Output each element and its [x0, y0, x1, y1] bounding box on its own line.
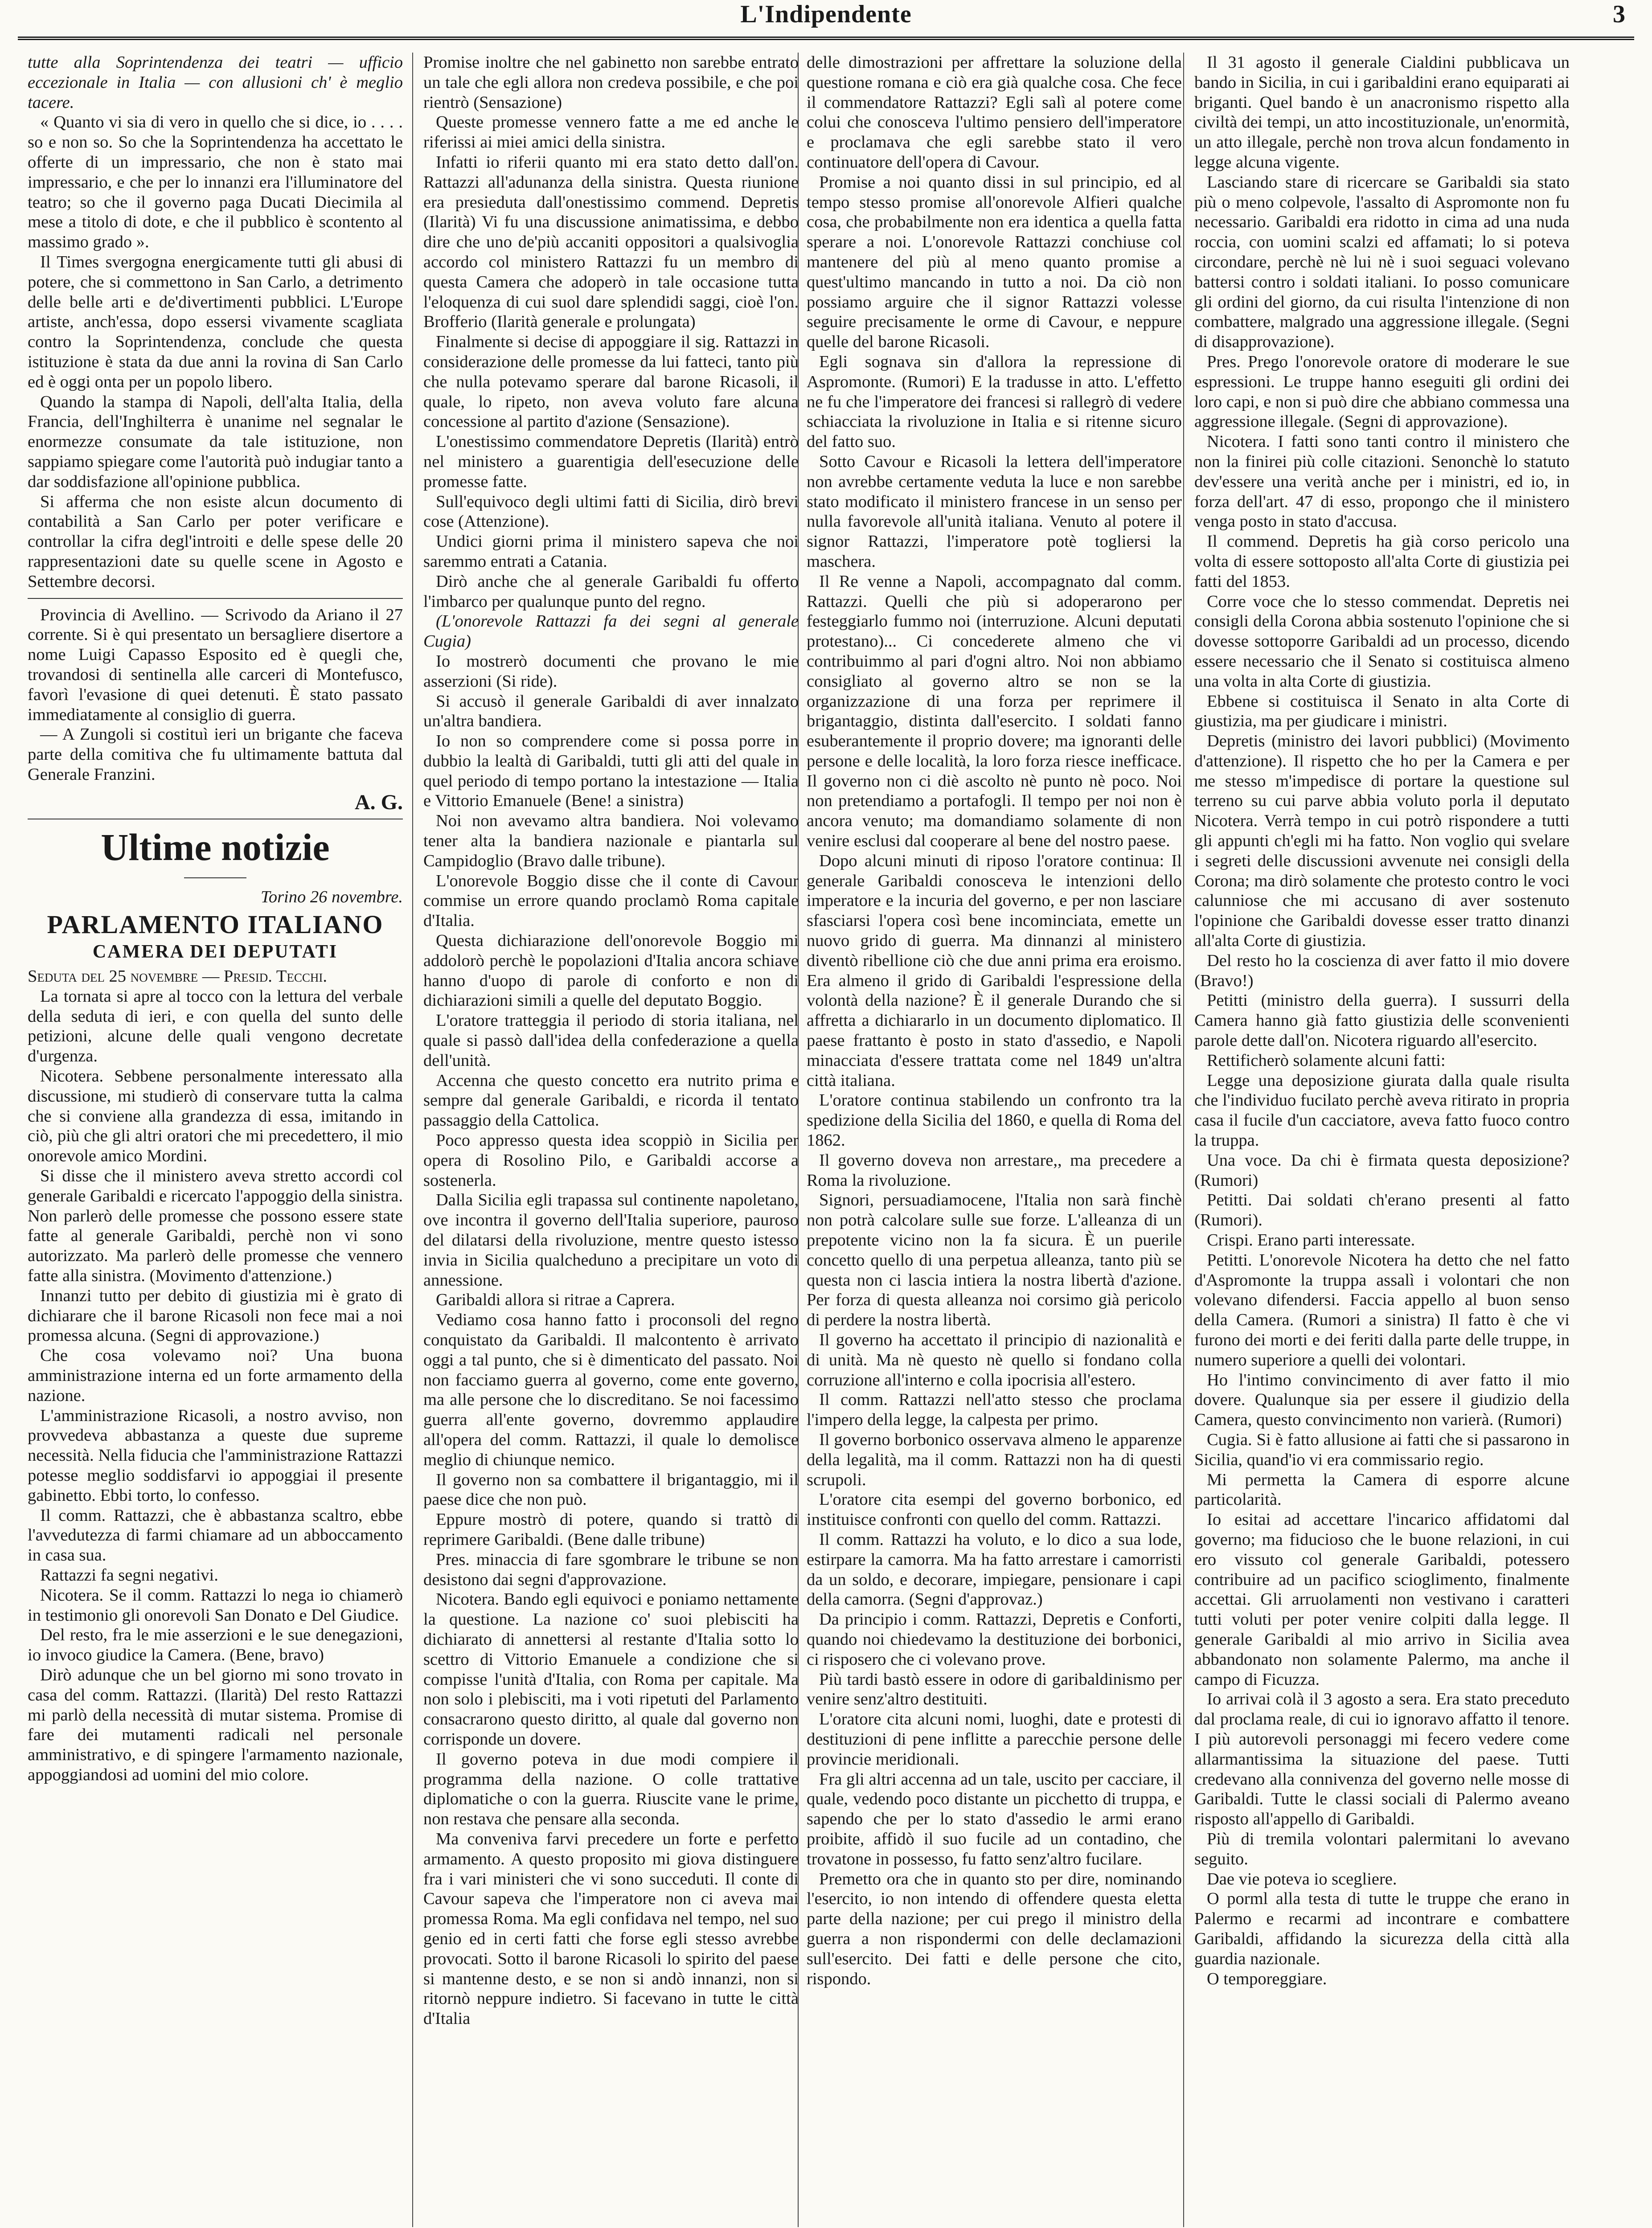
paragraph: Io esitai ad accettare l'incarico affidatomi dal governo; ma fiducioso che le buone relazioni, in cui ero vissuto col generale Garibaldi, potessero contribuire ad un pacifico scioglimento, finalmente accettai. Gli arruolamenti non vestivano i caratteri tutti voluti per poter venire colpiti dalla legge. Il generale Garibaldi al mio arrivo in Sicilia avea abbandonato non solamente Palermo, ma anche il campo di Ficuzza. [1194, 1510, 1570, 1689]
paragraph: Undici giorni prima il ministero sapeva che noi saremmo entrati a Catania. [423, 532, 799, 571]
paragraph: Legge una deposizione giurata dalla quale risulta che l'individuo fucilato perchè aveva ritirato in propria casa il fucile d'un cacciatore, aveva fatto fuoco contro la truppa. [1194, 1071, 1570, 1150]
paragraph: Nicotera. I fatti sono tanti contro il ministero che non la finirei più colle citazioni. Senonchè lo statuto dev'essere una verità anche per i ministri, ed io, in forza dell'art. 47 di esso, propongo che il ministero venga posto in stato d'accusa. [1194, 432, 1570, 531]
divider [28, 598, 403, 599]
paragraph: — A Zungoli si costituì ieri un brigante che faceva parte della comitiva che fu ultimamente battuta dal Generale Franzini. [28, 725, 403, 784]
paragraph: Si afferma che non esiste alcun documento di contabilità a San Carlo per poter verificare e controllar la cifra degl'introiti e delle spese delle 20 rappresentazioni date su quelle scene in Agosto e Settembre decorsi. [28, 492, 403, 591]
paragraph: Il governo ha accettato il principio di nazionalità e di unità. Ma nè questo nè quello si fondano colla corruzione all'interno e colla ipocrisia all'estero. [807, 1331, 1182, 1389]
paragraph: Vediamo cosa hanno fatto i proconsoli del regno conquistato da Garibaldi. Il malcontento è arrivato oggi a tal punto, che si è dimenticato del passato. Noi non facciamo guerra al governo, come ente governo, ma alle persone che lo discreditano. Se noi facessimo guerra all'ente governo, dovremmo applaudire all'opera del comm. Rattazzi, il quale lo demolisce meglio di chiunque nemico. [423, 1311, 799, 1469]
page-number: 3 [1613, 0, 1625, 28]
dateline: Torino 26 novembre. [260, 888, 403, 907]
paragraph: Questa dichiarazione dell'onorevole Boggio mi addolorò perchè le popolazioni d'Italia ancora schiave hanno d'uopo di parole di conforto e non di dichiarazioni simili a quelle del deputato Boggio. [423, 931, 799, 1010]
paragraph: Il comm. Rattazzi ha voluto, e lo dico a sua lode, estirpare la camorra. Ma ha fatto arrestare i camorristi da un soldo, e decorare, impiegare, pensionare i capi della camorra. (Segni d'approvaz.) [807, 1530, 1182, 1609]
paragraph: Fra gli altri accenna ad un tale, uscito per cacciare, il quale, vedendo poco distante un picchetto di truppa, e sapendo che per lo stato d'assedio le armi erano proibite, affidò il suo fucile ad un contadino, che trovatone in possesso, fu fatto senz'altro fucilare. [807, 1769, 1182, 1868]
divider [184, 877, 246, 878]
paragraph: Accenna che questo concetto era nutrito prima e sempre dal generale Garibaldi, e ricorda il tentato passaggio della Cattolica. [423, 1071, 799, 1130]
paragraph: Crispi. Erano parti interessate. [1207, 1231, 1415, 1250]
paragraph: Che cosa volevamo noi? Una buona amministrazione interna ed un forte armamento della nazione. [28, 1346, 403, 1405]
paragraph: Noi non avevamo altra bandiera. Noi volevamo tener alta la bandiera nazionale e piantarla sul Campidoglio (Bravo dalle tribune). [423, 811, 799, 870]
paragraph: L'onorevole Boggio disse che il conte di Cavour commise un errore quando proclamò Roma capitale d'Italia. [423, 871, 799, 930]
paragraph: L'oratore continua stabilendo un confronto tra la spedizione della Sicilia del 1860, e quella di Roma del 1862. [807, 1091, 1182, 1150]
paragraph: Ebbene si costituisca il Senato in alta Corte di giustizia, ma per giudicare i ministri. [1194, 692, 1570, 731]
paragraph: Nicotera. Sebbene personalmente interessato alla discussione, mi studierò di conservare tutta la calma che si conviene alla grandezza di essa, imitando in ciò, più che gli altri oratori che mi precedettero, il mio onorevole amico Mordini. [28, 1067, 403, 1166]
paragraph: Cugia. Si è fatto allusione ai fatti che si passarono in Sicilia, quand'io vi era commissario regio. [1194, 1430, 1570, 1469]
paragraph: Dopo alcuni minuti di riposo l'oratore continua: Il generale Garibaldi conosceva le intenzioni dello imperatore e la incuria del governo, e per non lasciare sfasciarsi l'opera così bene incominciata, emette un nuovo grido di guerra. Ma dinnanzi al ministero diventò ribellione ciò che due anni prima era eroismo. Era almeno il grido di Garibaldi l'espressione della volontà della nazione? È il generale Durando che si affretta a dichiararlo in un documento diplomatico. Il paese frattanto è posto in stato d'assedio, e Napoli minacciata d'essere trattata come nel 1849 un'altra città italiana. [807, 851, 1182, 1090]
paragraph: Queste promesse vennero fatte a me ed anche le riferissi ai miei amici della sinistra. [423, 113, 799, 152]
paragraph: Promise inoltre che nel gabinetto non sarebbe entrato un tale che egli allora non credeva possibile, e che poi rientrò (Sensazione) [423, 53, 799, 112]
paragraph: Il governo borbonico osservava almeno le apparenze della legalità, ma il comm. Rattazzi non ha di questi scrupoli. [807, 1430, 1182, 1489]
paragraph: Il governo poteva in due modi compiere il programma della nazione. O colle trattative diplomatiche o con la guerra. Riuscite vane le prime, non restava che pensare alla seconda. [423, 1749, 799, 1829]
paragraph: Dalla Sicilia egli trapassa sul continente napoletano, ove incontra il governo dell'Italia superiore, pauroso del dilatarsi della rivoluzione, mentre questo istesso invia in Sicilia qualcheduno a precipitare un voto di annessione. [423, 1191, 799, 1290]
paragraph: (L'onorevole Rattazzi fa dei segni al generale Cugia) [423, 612, 799, 651]
paragraph: Il comm. Rattazzi, che è abbastanza scaltro, ebbe l'avvedutezza di farmi chiamare ad un abboccamento in casa sua. [28, 1506, 403, 1565]
paragraph: Depretis (ministro dei lavori pubblici) (Movimento d'attenzione). Il rispetto che ho per la Camera e per me stesso m'impedisce di portare la questione sul terreno su cui parve abbia voluto porla il deputato Nicotera. Verrà tempo in cui potrò rispondere a tutti gli appunti ch'egli mi ha fatto. Non voglio qui svelare i segreti delle discussioni avvenute nei consigli della Corona; ma dirò solamente che protesto contro le voci calunniose che mi accusano di aver sostenuto l'opinione che Garibaldi dovesse esser tratto dinanzi all'alta Corte di giustizia. [1194, 732, 1570, 950]
paragraph: L'amministrazione Ricasoli, a nostro avviso, non provvedeva abbastanza a queste due supreme necessità. Nella fiducia che l'amministrazione Rattazzi potesse meglio soddisfarvi io appoggiai il presente gabinetto. Ebbi torto, lo confesso. [28, 1406, 403, 1505]
paragraph: Corre voce che lo stesso commendat. Depretis nei consigli della Corona abbia sostenuto l'opinione che si dovesse sottoporre Garibaldi ad un processo, dicendo essere necessario che il Senato si costituisca almeno una volta in alta Corte di giustizia. [1194, 592, 1570, 691]
paragraph: Una voce. Da chi è firmata questa deposizione? (Rumori) [1194, 1151, 1570, 1190]
paragraph: O temporeggiare. [1207, 1969, 1327, 1988]
paragraph: Sull'equivoco degli ultimi fatti di Sicilia, dirò brevi cose (Attenzione). [423, 492, 799, 531]
paragraph: Lasciando stare di ricercare se Garibaldi sia stato più o meno colpevole, l'assalto di Aspromonte non fu necessario. Garibaldi era ridotto in cima ad una nuda roccia, con uomini scalzi ed affamati; lo si poteva circondare, perchè nè lui nè i suoi seguaci volevano battersi contro i soldati italiani. Io posso comunicare gli ordini del giorno, da cui risulta l'intenzione di non combattere, malgrado una aggressione illegale. (Segni di disapprovazione). [1194, 172, 1570, 352]
section-heading-ultime-notizie: Ultime notizie [101, 826, 330, 869]
paragraph: Sotto Cavour e Ricasoli la lettera dell'imperatore non avrebbe certamente veduta la luce e non sarebbe stato modificato il ministero francese in un senso per nulla favorevole all'unità italiana. Venuto al potere il signor Rattazzi, l'imperatore potè togliersi la maschera. [807, 452, 1182, 571]
paragraph: tutte alla Soprintendenza dei teatri — ufficio eccezionale in Italia — con allusioni ch' è meglio tacere. [28, 53, 403, 112]
masthead [18, 0, 1634, 26]
column-2 [423, 53, 799, 2029]
paragraph: Il governo doveva non arrestare,, ma precedere a Roma la rivoluzione. [807, 1151, 1182, 1190]
paragraph: Pres. minaccia di fare sgombrare le tribune se non desistono dai segni d'approvazione. [423, 1550, 799, 1589]
paragraph: Petitti. L'onorevole Nicotera ha detto che nel fatto d'Aspromonte la truppa assalì i volontari che non volevano difendersi. Faccia appello al buon senso della Camera. (Rumori a sinistra) Il fatto è che vi furono dei morti e dei feriti dalla parte delle truppe, in numero superiore a quelli dei volontari. [1194, 1250, 1570, 1369]
paragraph: Da principio i comm. Rattazzi, Depretis e Conforti, quando noi chiedevamo la destituzione dei borbonici, ci risposero che ci volevano prove. [807, 1610, 1182, 1669]
paragraph: Il Re venne a Napoli, accompagnato dal comm. Rattazzi. Quelli che più si adoperarono per festeggiarlo fummo noi (interruzione. Alcuni deputati protestano)... Ci concederete almeno che vi contribuimmo al pari d'ogni altro. Noi non abbiamo consigliato al governo altro se non se la organizzazione di una forza per reprimere il brigantaggio, distinta dall'esercito. I soldati fanno esuberantemente il proprio dovere; ma ignoranti delle persone e delle località, la loro forza riesce inefficace. Il governo non ci diè ascolto nè punto nè poco. Noi non pretendiamo a portafogli. Il tempo per noi non è ancora venuto; ma domandiamo solamente di non venire esclusi dal cooperare al bene del nostro paese. [807, 572, 1182, 851]
paragraph: delle dimostrazioni per affrettare la soluzione della questione romana e ciò era già qualche cosa. Che fece il commendatore Rattazzi? Egli salì al potere come colui che conosceva l'ultimo pensiero dell'imperatore e proclamava che egli sarebbe stato il vero continuatore dell'opera di Cavour. [807, 53, 1182, 172]
paragraph: Innanzi tutto per debito di giustizia mi è grato di dichiarare che il barone Ricasoli non fece mai a noi promessa alcuna. (Segni di approvazione.) [28, 1286, 403, 1345]
paragraph: Promise a noi quanto dissi in sul principio, ed al tempo stesso promise all'onorevole Alfieri qualche cosa, che probabilmente non era identica a quella fatta sperare a noi. L'onorevole Rattazzi conchiuse col mantenere del più al meno quanto promise a quest'ultimo mancando in tutto a noi. Da ciò non possiamo arguire che il signor Rattazzi volesse seguire precisamente le orme di Cavour, e neppure quelle del barone Ricasoli. [807, 172, 1182, 352]
paragraph: Infatti io riferii quanto mi era stato detto dall'on. Rattazzi all'adunanza della sinistra. Questa riunione era presieduta dall'onestissimo commend. Depretis (Ilarità) Vi fu una discussione animatissima, e debbo dire che uno de'più accaniti oppositori a qualsivoglia accordo col ministero Rattazzi fu un membro di questa Camera che adoperò in tale occasione tutta l'eloquenza di cui suol dare splendidi saggi, cioè l'on. Brofferio (Ilarità generale e prolungata) [423, 152, 799, 332]
paragraph: Poco appresso questa idea scoppiò in Sicilia per opera di Rosolino Pilo, e Garibaldi accorse a sostenerla. [423, 1131, 799, 1190]
seduta-line: Seduta del 25 novembre — Presid. Tecchi. [28, 967, 327, 986]
paragraph: Ho l'intimo convincimento di aver fatto il mio dovere. Qualunque sia per essere il giudizio della Camera, questo convincimento non varierà. (Rumori) [1194, 1370, 1570, 1429]
paragraph: Dirò adunque che un bel giorno mi sono trovato in casa del comm. Rattazzi. (Ilarità) Del resto Rattazzi mi parlò della necessità di mutar sistema. Promise di fare dei mutamenti radicali nel personale amministrativo, e di spingere l'armamento nazionale, appoggiandosi ad uomini del mio colore. [28, 1665, 403, 1784]
heading-camera: CAMERA DEI DEPUTATI [92, 942, 338, 962]
paragraph: Garibaldi allora si ritrae a Caprera. [436, 1290, 675, 1310]
paragraph: Quando la stampa di Napoli, dell'alta Italia, della Francia, dell'Inghilterra è unanime nel segnalar le enormezze consumate da tale istituzione, non sappiamo spiegare come l'autorità può indugiar tanto a dar soddisfazione all'opinione pubblica. [28, 392, 403, 491]
paragraph: Io arrivai colà il 3 agosto a sera. Era stato preceduto dal proclama reale, di cui io ignoravo affatto il tenore. I più autorevoli personaggi mi fecero vedere come allarmantissima la situazione del paese. Tutti credevano alla connivenza del governo nelle mosse di Garibaldi. Tutte le classi sociali di Palermo aveano risposto all'appello di Garibaldi. [1194, 1690, 1570, 1829]
paragraph: Del resto, fra le mie asserzioni e le sue denegazioni, io invoco giudice la Camera. (Bene, bravo) [28, 1626, 403, 1665]
paragraph: Si disse che il ministero aveva stretto accordi col generale Garibaldi e ricercato l'appoggio della sinistra. Non parlerò delle promesse che possono essere state fatte al generale Garibaldi, perchè non vi sono autorizzato. Ma parlerò delle promesse che vennero fatte alla sinistra. (Movimento d'attenzione.) [28, 1167, 403, 1286]
paragraph: Il 31 agosto il generale Cialdini pubblicava un bando in Sicilia, in cui i garibaldini erano equiparati ai briganti. Quel bando è un anacronismo rispetto alla civiltà dei tempi, un atto incostituzionale, un'enormità, un atto illegale, perchè non trova alcun fondamento in legge alcuna vigente. [1194, 53, 1570, 172]
paragraph: Il Times svergogna energicamente tutti gli abusi di potere, che si commettono in San Carlo, a detrimento delle belle arti e de'divertimenti pubblici. L'Europe artiste, anch'essa, dopo essersi vivamente scagliata contro la Soprintendenza, conclude che questa istituzione è stata da due anni la rovina di San Carlo ed è oggi onta per un popolo libero. [28, 252, 403, 391]
paragraph: Del resto ho la coscienza di aver fatto il mio dovere (Bravo!) [1194, 951, 1570, 990]
paragraph: Nicotera. Se il comm. Rattazzi lo nega io chiamerò in testimonio gli onorevoli San Donato e Del Giudice. [28, 1585, 403, 1625]
paragraph: « Quanto vi sia di vero in quello che si dice, io . . . . so e non so. So che la Soprintendenza ha accettato le offerte di un impressario, che non è stato mai impressario, e che per lo innanzi era l'illuminatore del teatro; so che il governo paga Ducati Diecimila al mese a titolo di dote, e che il pubblico è scontento al massimo grado ». [28, 113, 403, 252]
column-1 [28, 53, 403, 1785]
heading-parlamento: PARLAMENTO ITALIANO [47, 910, 384, 939]
paragraph: Più di tremila volontari palermitani lo avevano seguito. [1194, 1829, 1570, 1868]
paragraph: Mi permetta la Camera di esporre alcune particolarità. [1194, 1470, 1570, 1509]
newspaper-title: L'Indipendente [740, 0, 912, 28]
paragraph: L'onestissimo commendatore Depretis (Ilarità) entrò nel ministero a guarentigia dell'esecuzione delle promesse fatte. [423, 432, 799, 491]
paragraph: L'oratore cita alcuni nomi, luoghi, date e protesti di destituzioni di pene inflitte a parecchie persone delle provincie meridionali. [807, 1710, 1182, 1769]
paragraph: Petitti (ministro della guerra). I sussurri della Camera hanno già fatto giustizia delle sconvenienti parole dette dall'on. Nicotera riguardo all'esercito. [1194, 991, 1570, 1050]
paragraph: Rettificherò solamente alcuni fatti: [1207, 1051, 1446, 1070]
paragraph: Si accusò il generale Garibaldi di aver innalzato un'altra bandiera. [423, 692, 799, 731]
paragraph: Premetto ora che in quanto sto per dire, nominando l'esercito, io non intendo di offendere questa eletta parte della nazione; per cui prego il ministro della guerra a non rispondermi con delle declamazioni sull'esercito. Dei fatti e delle persone che cito, rispondo. [807, 1869, 1182, 1988]
paragraph: Rattazzi fa segni negativi. [40, 1565, 218, 1585]
paragraph: O porml alla testa di tutte le truppe che erano in Palermo e recarmi ad incontrare e combattere Garibaldi, affidando la sicurezza della città alla guardia nazionale. [1194, 1889, 1570, 1968]
paragraph: Il comm. Rattazzi nell'atto stesso che proclama l'impero della legge, la calpesta per primo. [807, 1390, 1182, 1429]
paragraph: Io non so comprendere come si possa porre in dubbio la lealtà di Garibaldi, tutti gli atti del quale in quel periodo di tempo portano la intestazione — Italia e Vittorio Emanuele (Bene! a sinistra) [423, 732, 799, 811]
column-divider [412, 53, 413, 2227]
paragraph: Provincia di Avellino. — Scrivodo da Ariano il 27 corrente. Si è qui presentato un bersagliere disertore a nome Luigi Capasso Esposito ed è quegli che, trovandosi di sentinella alle carceri di Montefusco, favorì l'evasione di quei detenuti. È stato passato immediatamente al consiglio di guerra. [28, 605, 403, 724]
paragraph: Il commend. Depretis ha già corso pericolo una volta di essere sottoposto all'alta Corte di giustizia pei fatti del 1853. [1194, 532, 1570, 591]
paragraph: Signori, persuadiamocene, l'Italia non sarà finchè non potrà calcolare sulle sue forze. L'alleanza di un prepotente vicino non la fa sicura. È un puerile concetto quello di una perpetua alleanza, tanto più se questa non ci lascia intiera la nostra libertà d'azione. Per forza di questa alleanza noi corsimo già pericolo di perdere la nostra libertà. [807, 1191, 1182, 1330]
paragraph: Nicotera. Bando egli equivoci e poniamo nettamente la questione. La nazione co' suoi plebisciti ha dichiarato di annettersi al restante d'Italia sotto lo scettro di Vittorio Emanuele a condizione che si compisse l'unità d'Italia, con Roma per capitale. Ma non solo i plebisciti, ma i voti ripetuti del Parlamento consacrarono questo diritto, al quale dal governo non corrisponde un dovere. [423, 1590, 799, 1749]
paragraph: Dae vie poteva io scegliere. [1207, 1869, 1397, 1888]
paragraph: Più tardi bastò essere in odore di garibaldinismo per venire senz'altro destituiti. [807, 1670, 1182, 1709]
paragraph: Ma conveniva farvi precedere un forte e perfetto armamento. A questo proposito mi giova distinguere fra i vari ministeri che vi sono succeduti. Il conte di Cavour sapeva che l'imperatore non ci aveva mai promessa Roma. Ma egli confidava nel tempo, nel suo genio ed in certi fatti che forse egli stesso avrebbe provocati. Sotto il barone Ricasoli lo spirito del paese si mantenne desto, e se non si andò innanzi, non si ritornò neppure indietro. Si facevano in tutte le città d'Italia [423, 1829, 799, 2028]
column-divider [1183, 53, 1184, 2227]
masthead-rule [18, 37, 1634, 40]
column-4 [1194, 53, 1570, 1989]
paragraph: Eppure mostrò di potere, quando si trattò di reprimere Garibaldi. (Bene dalle tribune) [423, 1510, 799, 1549]
signature: A. G. [355, 790, 403, 814]
paragraph: Petitti. Dai soldati ch'erano presenti al fatto (Rumori). [1194, 1191, 1570, 1230]
paragraph: Egli sognava sin d'allora la repressione di Aspromonte. (Rumori) E la tradusse in atto. L'effetto ne fu che l'imperatore dei francesi si rallegrò di vedere schiacciata la rivoluzione in Italia e si ritenne sicuro del fatto suo. [807, 352, 1182, 451]
paragraph: Il governo non sa combattere il brigantaggio, mi il paese dice che non può. [423, 1470, 799, 1509]
paragraph: L'oratore tratteggia il periodo di storia italiana, nel quale si passò dall'idea della confederazione a quella dell'unità. [423, 1011, 799, 1070]
paragraph: Io mostrerò documenti che provano le mie asserzioni (Si ride). [423, 651, 799, 691]
paragraph: Finalmente si decise di appoggiare il sig. Rattazzi in considerazione delle promesse da lui fatteci, tanto più che nulla potevamo sperare dal barone Ricasoli, il quale, lo ripeto, non aveva voluto fare alcuna concessione al partito d'azione (Sensazione). [423, 332, 799, 431]
column-3 [807, 53, 1182, 1989]
paragraph: L'oratore cita esempi del governo borbonico, ed instituisce confronti con quello del comm. Rattazzi. [807, 1490, 1182, 1529]
paragraph: Pres. Prego l'onorevole oratore di moderare le sue espressioni. Le truppe hanno eseguiti gli ordini dei loro capi, e non si può dire che abbiano commessa una aggressione illegale. (Segni di approvazione). [1194, 352, 1570, 431]
paragraph: La tornata si apre al tocco con la lettura del verbale della seduta di ieri, e con quella del sunto delle petizioni, alcune delle quali vengono decretate d'urgenza. [28, 987, 403, 1066]
paragraph: Dirò anche che al generale Garibaldi fu offerto l'imbarco per qualunque punto del regno. [423, 572, 799, 611]
